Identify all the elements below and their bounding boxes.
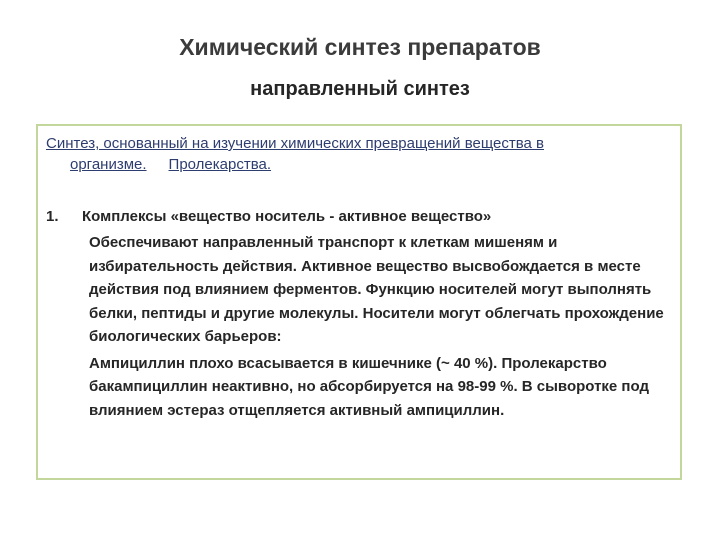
list-item-heading: Комплексы «вещество носитель - активное вещество» <box>82 208 492 225</box>
list-item-number: 1. <box>46 208 59 225</box>
intro-organism: организме. <box>70 156 147 173</box>
slide-title: Химический синтез препаратов <box>179 34 541 60</box>
content-box <box>36 124 682 480</box>
list-item-paragraph-1: Обеспечивают направленный транспорт к клеткам мишеням и избирательность действия. Активное вещество высвобождается в месте действия под влиянием ферментов. Функцию носителей могут выполнять белки, пептиды и другие молекулы. Носители могут облегчать прохождение биологических барьеров: <box>89 234 664 345</box>
intro-prodrugs: Пролекарства. <box>168 156 272 173</box>
slide-subtitle: направленный синтез <box>250 78 470 100</box>
list-item-1 <box>46 205 672 422</box>
intro-line-2 <box>46 154 672 175</box>
intro-text <box>46 133 672 175</box>
intro-line-1: Синтез, основанный на изучении химических превращений вещества в <box>46 135 545 152</box>
list-item-paragraph-2: Ампициллин плохо всасывается в кишечнике (~ 40 %). Пролекарство бакампициллин неактивно, но абсорбируется на 98-99 %. В сыворотке под влиянием эстераз отщепляется активный ампициллин. <box>89 354 649 419</box>
